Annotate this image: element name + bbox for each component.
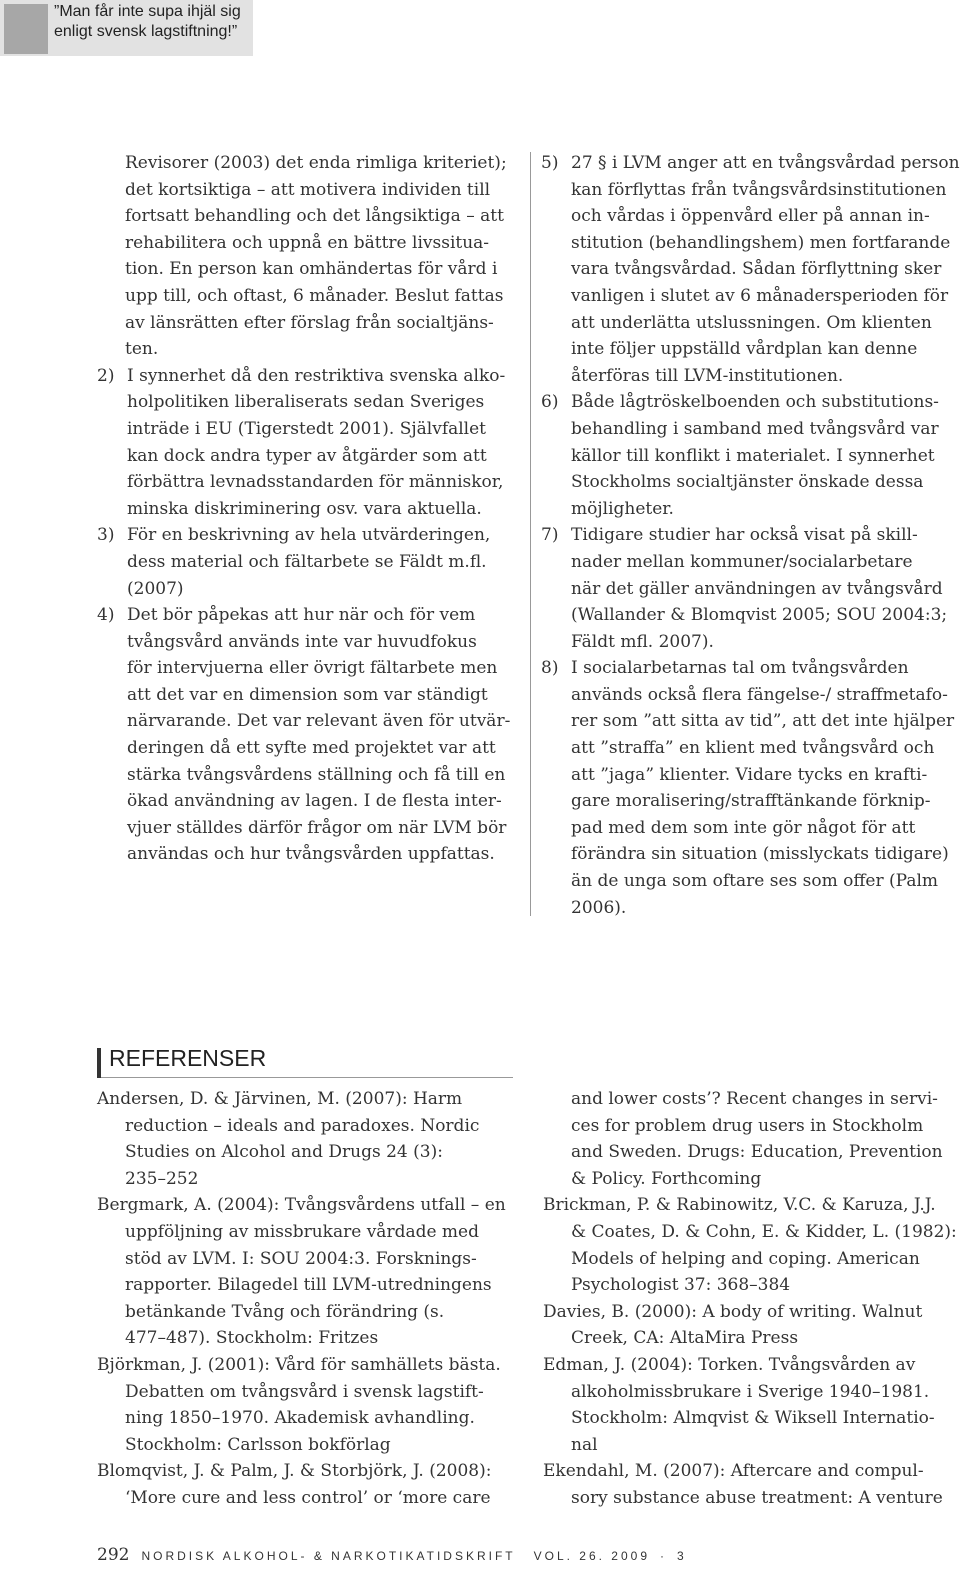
footnote-text: Det bör påpekas att hur när och för vem tvångsvård används inte var huvudfokus för intervjuerna eller övrigt fältarbete men att det var en dimension som var ständigt närvarande. Det var relevant även för utvär- deringen då ett syfte med projektet var att stärka tvångsvårdens ställning och få till en ökad användning av lagen. I de flesta inter- vjuer ställdes därför frågor om när LVM bör användas och hur tvångsvården uppfattas. bbox=[127, 605, 511, 865]
references-left-column bbox=[97, 1086, 521, 1512]
column-divider bbox=[530, 152, 531, 916]
footnote-number: 8) bbox=[541, 658, 559, 679]
footnote-7 bbox=[541, 522, 960, 655]
reference-entry: Andersen, D. & Järvinen, M. (2007): Harm reduction – ideals and paradoxes. Nordic Studies on Alcohol and Drugs 24 (3): 235–252 bbox=[97, 1089, 480, 1189]
header-tab bbox=[0, 0, 253, 56]
reference-entry: Ekendahl, M. (2007): Aftercare and compul- sory substance abuse treatment: A venture bbox=[543, 1461, 943, 1508]
footnote-6 bbox=[541, 389, 960, 522]
right-column bbox=[541, 150, 960, 921]
reference-entry: Edman, J. (2004): Torken. Tvångsvården av alkoholmissbrukare i Sverige 1940–1981. Stockholm: Almqvist & Wiksell Internatio- nal bbox=[543, 1354, 935, 1455]
journal-name: NORDISK ALKOHOL- & NARKOTIKATIDSKRIFT bbox=[141, 1549, 516, 1563]
footnote-number: 6) bbox=[541, 392, 559, 413]
reference-continuation: and lower costs’? Recent changes in servi- ces for problem drug users in Stockholm and Sweden. Drugs: Education, Prevention & Policy. Forthcoming bbox=[571, 1089, 943, 1189]
footnote-number: 3) bbox=[97, 525, 115, 546]
footnote-number: 4) bbox=[97, 605, 115, 626]
left-column bbox=[97, 150, 521, 868]
header-quote: ”Man får inte supa ihjäl sig enligt svensk lagstiftning!” bbox=[54, 3, 241, 40]
footnote-number: 5) bbox=[541, 153, 559, 173]
header-marker bbox=[4, 4, 48, 54]
footnote-3 bbox=[97, 522, 521, 602]
references-right-column bbox=[543, 1086, 960, 1512]
footnote-text: I synnerhet då den restriktiva svenska alko- holpolitiken liberaliserats sedan Sveriges inträde i EU (Tigerstedt 2001). Självfallet kan dock andra typer av åtgärder som att förbättra levnadsstandarden för människor, minska diskriminering osv. vara aktuella. bbox=[127, 365, 506, 519]
page-number: 292 bbox=[97, 1545, 130, 1565]
footnote-4 bbox=[97, 602, 521, 868]
reference-entry: Bergmark, A. (2004): Tvångsvårdens utfall – en uppföljning av missbrukare vårdade med stöd av LVM. I: SOU 2004:3. Forsknings- rapporter. Bilagedel till LVM-utredningens betänkande Tvång och förändring (s. 477–487). Stockholm: Fritzes bbox=[97, 1195, 506, 1349]
footnote-number: 2) bbox=[97, 365, 115, 386]
footnote-5 bbox=[541, 150, 960, 389]
reference-entry: Brickman, P. & Rabinowitz, V.C. & Karuza, J.J. & Coates, D. & Cohn, E. & Kidder, L. (1982): Models of helping and coping. American Psychologist 37: 368–384 bbox=[543, 1195, 957, 1296]
issue-number: 3 bbox=[677, 1549, 687, 1563]
footnote-text: Tidigare studier har också visat på skill- nader mellan kommuner/socialarbetare när det gäller användningen av tvångsvård (Wallander & Blomqvist 2005; SOU 2004:3; Fäldt mfl. 2007). bbox=[571, 525, 948, 652]
intro-paragraph: Revisorer (2003) det enda rimliga kriteriet); det kortsiktiga – att motivera individen till fortsatt behandling och det långsiktiga – att rehabilitera och uppnå en bättre livssitua- tion. En person kan omhändertas för vård i upp till, och oftast, 6 månader. Beslut fattas av länsrätten efter förslag från socialtjäns- ten. bbox=[125, 153, 507, 360]
volume-label: VOL. 26. 2009 bbox=[533, 1549, 650, 1563]
footnote-text: I socialarbetarnas tal om tvångsvården används också flera fängelse-/ straffmetafo- rer som ”att sitta av tid”, att det inte hjälper att ”straffa” en klient med tvångsvård och att ”jaga” klienter. Vidare tycks en krafti- gare moralisering/strafftänkande förknip- pad med dem som inte gör något för att förändra sin situation (misslyckats tidigare) än de unga som oftare ses som offer (Palm 2006). bbox=[571, 658, 955, 918]
reference-entry: Björkman, J. (2001): Vård för samhällets bästa. Debatten om tvångsvård i svensk lagstift- ning 1850–1970. Akademisk avhandling. Stockholm: Carlsson bokförlag bbox=[97, 1354, 501, 1455]
footer-separator: · bbox=[660, 1549, 667, 1563]
footnote-number: 7) bbox=[541, 525, 559, 546]
references-heading: REFERENSER bbox=[109, 1045, 267, 1071]
page-footer bbox=[97, 1545, 687, 1569]
reference-entry: Davies, B. (2000): A body of writing. Walnut Creek, CA: AltaMira Press bbox=[543, 1301, 923, 1349]
footnote-8 bbox=[541, 655, 960, 921]
heading-bar bbox=[97, 1048, 101, 1078]
footnote-text: För en beskrivning av hela utvärderingen, dess material och fältarbete se Fäldt m.fl. (2007) bbox=[127, 525, 491, 599]
reference-entry: Blomqvist, J. & Palm, J. & Storbjörk, J. (2008): ‘More cure and less control’ or ‘more care bbox=[97, 1461, 492, 1508]
footnote-2 bbox=[97, 363, 521, 523]
footnote-text: Både lågtröskelboenden och substitutions- behandling i samband med tvångsvård var källor till konflikt i materialet. I synnerhet Stockholms socialtjänster önskade dessa möjligheter. bbox=[571, 392, 939, 519]
references-heading-block bbox=[97, 1043, 513, 1078]
footnote-text: 27 § i LVM anger att en tvångsvårdad person kan förflyttas från tvångsvårdsinstitutionen och vårdas i öppenvård eller på annan in- stitution (behandlingshem) men fortfarande vara tvångsvårdad. Sådan förflyttning sker vanligen i slutet av 6 månadersperioden för att underlätta utslussningen. Om klienten inte följer uppställd vårdplan kan denne återföras till LVM-institutionen. bbox=[571, 153, 960, 386]
